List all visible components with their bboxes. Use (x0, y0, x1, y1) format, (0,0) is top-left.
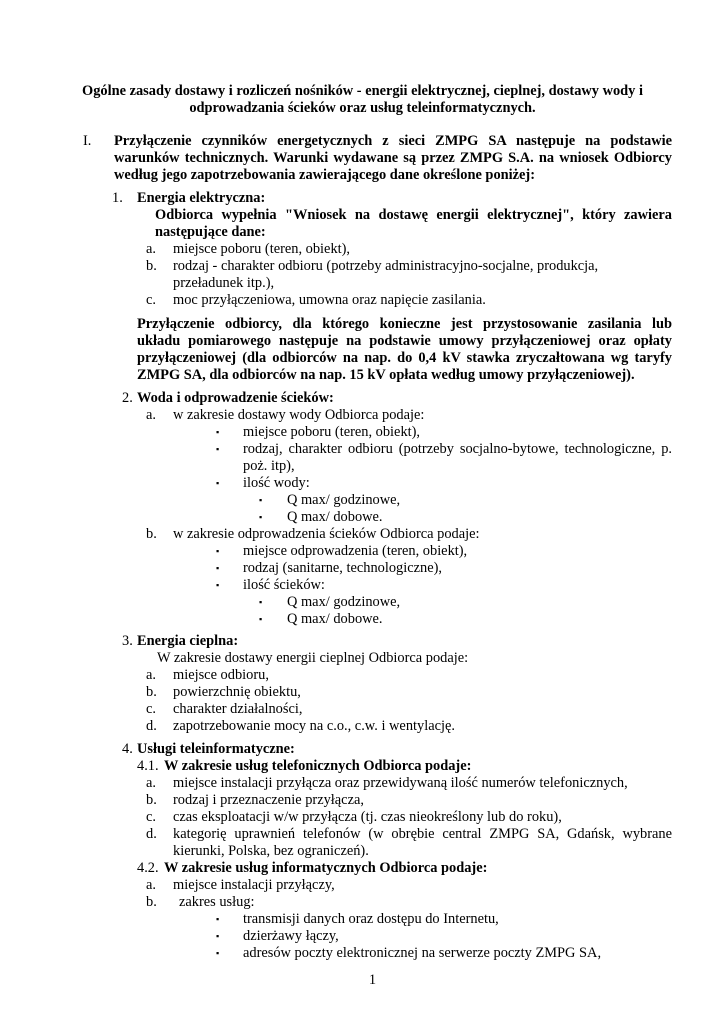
bullet-item: adresów poczty elektronicznej na serwerze poczty ZMPG SA, (243, 945, 602, 961)
sub-bullet-item: Q max/ dobowe. (287, 509, 383, 525)
bullet-square: ▪ (216, 948, 220, 958)
bullet-item: ilość ścieków: (243, 577, 325, 593)
energia-note: Przyłączenie odbiorcy, dla którego konieczne jest przystosowanie zasilania lub (137, 316, 672, 332)
uslugi-heading: Usługi teleinformatyczne: (137, 741, 295, 757)
subsection-number: 4.2. (137, 860, 159, 876)
list-item: zakres usług: (179, 894, 255, 910)
bullet-square: ▪ (216, 563, 220, 573)
section-intro-line: warunków technicznych. Warunki wydawane są przez ZMPG S.A. na wniosek Odbiorcy (114, 150, 672, 166)
energia-note: ZMPG SA, dla odbiorców na nap. 15 kV opłata według umowy przyłączeniowej). (137, 367, 635, 383)
list-item: przeładunek itp.), (173, 275, 275, 291)
bullet-square: ▪ (259, 597, 263, 607)
list-marker: a. (146, 667, 156, 683)
list-item: miejsce poboru (teren, obiekt), (173, 241, 351, 257)
bullet-item: ilość wody: (243, 475, 310, 491)
list-item: charakter działalności, (173, 701, 303, 717)
item-number: 3. (122, 633, 133, 649)
list-item: miejsce instalacji przyłącza oraz przewidywaną ilość numerów telefonicznych, (173, 775, 628, 791)
list-marker: b. (146, 792, 157, 808)
list-marker: a. (146, 241, 156, 257)
list-item: zapotrzebowanie mocy na c.o., c.w. i wentylację. (173, 718, 455, 734)
bullet-square: ▪ (216, 478, 220, 488)
list-item: czas eksploatacji w/w przyłącza (tj. czas nieokreślony lub do roku), (173, 809, 562, 825)
bullet-item: miejsce poboru (teren, obiekt), (243, 424, 421, 440)
bullet-item: rodzaj, charakter odbioru (potrzeby socjalno-bytowe, technologiczne, p. (243, 441, 672, 457)
list-item: powierzchnię obiektu, (173, 684, 301, 700)
bullet-square: ▪ (216, 580, 220, 590)
bullet-square: ▪ (216, 427, 220, 437)
sub-bullet-item: Q max/ dobowe. (287, 611, 383, 627)
bullet-square: ▪ (259, 512, 263, 522)
list-item: moc przyłączeniowa, umowna oraz napięcie zasilania. (173, 292, 486, 308)
list-marker: a. (146, 407, 156, 423)
energia-intro: następujące dane: (155, 224, 266, 240)
section-intro-line: Przyłączenie czynników energetycznych z sieci ZMPG SA następuje na podstawie (114, 133, 672, 149)
sub-bullet-item: Q max/ godzinowe, (287, 492, 401, 508)
subsection-heading: W zakresie usług telefonicznych Odbiorca podaje: (164, 758, 472, 774)
bullet-square: ▪ (216, 546, 220, 556)
list-item: w zakresie dostawy wody Odbiorca podaje: (173, 407, 425, 423)
title-line-2: odprowadzania ścieków oraz usług teleinformatycznych. (189, 100, 536, 116)
item-number: 4. (122, 741, 133, 757)
energia-note: przyłączeniowej (dla odbiorców na nap. do 0,4 kV stawka zryczałtowana wg taryfy (137, 350, 672, 366)
list-marker: d. (146, 826, 157, 842)
cieplna-heading: Energia cieplna: (137, 633, 239, 649)
list-marker: c. (146, 292, 156, 308)
list-item: kategorię uprawnień telefonów (w obrębie central ZMPG SA, Gdańsk, wybrane (173, 826, 672, 842)
bullet-square: ▪ (216, 444, 220, 454)
title-line-1: Ogólne zasady dostawy i rozliczeń nośników - energii elektrycznej, cieplnej, dostawy wody i (82, 83, 643, 99)
list-marker: c. (146, 809, 156, 825)
energia-heading: Energia elektryczna: (137, 190, 266, 206)
bullet-square: ▪ (216, 914, 220, 924)
list-item: miejsce instalacji przyłączy, (173, 877, 335, 893)
list-marker: b. (146, 258, 157, 274)
page-number: 1 (368, 972, 377, 988)
list-marker: b. (146, 526, 157, 542)
bullet-square: ▪ (259, 614, 263, 624)
bullet-item: transmisji danych oraz dostępu do Internetu, (243, 911, 499, 927)
sub-bullet-item: Q max/ godzinowe, (287, 594, 401, 610)
woda-heading: Woda i odprowadzenie ścieków: (137, 390, 334, 406)
list-marker: d. (146, 718, 157, 734)
section-intro-line: według jego zapotrzebowania zawierającego dane określone poniżej: (114, 167, 535, 183)
subsection-heading: W zakresie usług informatycznych Odbiorca podaje: (164, 860, 488, 876)
bullet-item: poż. itp), (243, 458, 295, 474)
list-item: rodzaj i przeznaczenie przyłącza, (173, 792, 364, 808)
list-marker: c. (146, 701, 156, 717)
list-marker: a. (146, 775, 156, 791)
item-number: 2. (122, 390, 133, 406)
energia-note: układu pomiarowego następuje na podstawie umowy przyłączeniowej oraz opłaty (137, 333, 672, 349)
list-marker: a. (146, 877, 156, 893)
item-number: 1. (112, 190, 123, 206)
subsection-number: 4.1. (137, 758, 159, 774)
bullet-item: miejsce odprowadzenia (teren, obiekt), (243, 543, 468, 559)
list-marker: b. (146, 894, 157, 910)
bullet-square: ▪ (216, 931, 220, 941)
cieplna-intro: W zakresie dostawy energii cieplnej Odbiorca podaje: (157, 650, 469, 666)
list-item: miejsce odbioru, (173, 667, 269, 683)
energia-intro: Odbiorca wypełnia "Wniosek na dostawę energii elektrycznej", który zawiera (155, 207, 672, 223)
bullet-item: rodzaj (sanitarne, technologiczne), (243, 560, 442, 576)
bullet-square: ▪ (259, 495, 263, 505)
section-numeral: I. (83, 133, 92, 149)
list-marker: b. (146, 684, 157, 700)
list-item: kierunki, Polska, bez ograniczeń). (173, 843, 369, 859)
list-item: rodzaj - charakter odbioru (potrzeby administracyjno-socjalne, produkcja, (173, 258, 599, 274)
list-item: w zakresie odprowadzenia ścieków Odbiorca podaje: (173, 526, 480, 542)
bullet-item: dzierżawy łączy, (243, 928, 339, 944)
